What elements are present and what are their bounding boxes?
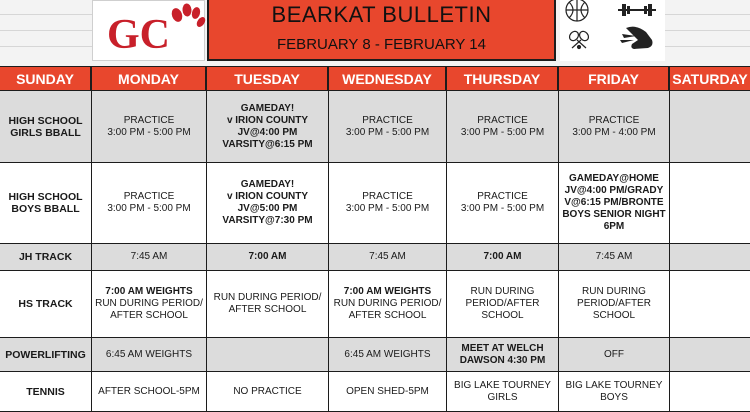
schedule-cell-text: PRACTICE 3:00 PM - 5:00 PM <box>460 114 545 138</box>
schedule-cell <box>329 91 447 163</box>
schedule-cell-text: 7:00 AM <box>483 251 522 262</box>
schedule-cell <box>447 244 559 271</box>
schedule-cell-text: OFF <box>604 348 624 360</box>
schedule-row <box>0 372 750 412</box>
schedule-cell-text: BIG LAKE TOURNEY BOYS <box>565 379 663 403</box>
schedule-cell <box>92 91 207 163</box>
schedule-cell-text: PRACTICE 3:00 PM - 5:00 PM <box>107 191 191 214</box>
schedule-cell-text: PRACTICE 3:00 PM - 5:00 PM <box>345 191 430 214</box>
schedule-cell <box>559 372 670 412</box>
activity-label-text: HS TRACK <box>18 298 73 310</box>
schedule-cell-text: RUN DURING PERIOD/AFTER SCHOOL <box>465 286 540 321</box>
activity-label-text: HIGH SCHOOL BOYS BBALL <box>8 191 83 215</box>
schedule-cell <box>92 271 207 338</box>
schedule-cell <box>92 163 207 244</box>
weekday-header-row <box>0 66 750 91</box>
schedule-cell <box>92 244 207 271</box>
bulletin-title-banner <box>207 0 556 61</box>
schedule-cell-text: RUN DURING PERIOD/AFTER SCHOOL <box>577 286 651 321</box>
schedule-cell <box>447 163 559 244</box>
winged-shoe-icon <box>620 27 653 49</box>
activity-label-text: TENNIS <box>26 385 65 398</box>
schedule-cell-text: GAMEDAY! v IRION COUNTY JV@5:00 PM VARSITY@7:30 PM <box>222 179 313 226</box>
schedule-cell <box>670 163 750 244</box>
schedule-cell <box>559 244 670 271</box>
schedule-cell-text: 7:45 AM <box>130 251 168 262</box>
schedule-row <box>0 338 750 372</box>
schedule-cell <box>207 372 329 412</box>
schedule-cell-text: GAMEDAY@HOME JV@4:00 PM/GRADY V@6:15 PM/BRONTE BOYS SENIOR NIGHT 6PM <box>562 173 666 232</box>
day-header-friday: FRIDAY <box>559 66 670 91</box>
schedule-cell-text: PRACTICE 3:00 PM - 5:00 PM <box>107 114 191 138</box>
schedule-grid <box>0 91 750 412</box>
schedule-cell <box>329 163 447 244</box>
schedule-cell <box>670 372 750 412</box>
schedule-row <box>0 244 750 271</box>
day-header-tuesday: TUESDAY <box>207 66 329 91</box>
schedule-cell <box>670 271 750 338</box>
day-header-sunday: SUNDAY <box>0 66 92 91</box>
schedule-row <box>0 163 750 244</box>
basketball-icon <box>566 0 588 21</box>
gc-paw-logo-icon <box>93 1 206 62</box>
day-header-saturday: SATURDAY <box>670 66 750 91</box>
schedule-cell-text: 7:45 AM <box>369 251 406 262</box>
schedule-cell <box>329 338 447 372</box>
schedule-cell <box>207 271 329 338</box>
schedule-cell <box>207 244 329 271</box>
schedule-cell <box>207 163 329 244</box>
schedule-cell <box>92 372 207 412</box>
schedule-cell-text: 7:45 AM <box>595 251 633 262</box>
activity-label <box>0 338 92 372</box>
schedule-cell-text: PRACTICE 3:00 PM - 5:00 PM <box>345 114 430 138</box>
schedule-cell-text: 7:00 AM <box>248 251 287 262</box>
schedule-cell <box>329 244 447 271</box>
day-header-thursday: THURSDAY <box>447 66 559 91</box>
day-header-monday: MONDAY <box>92 66 207 91</box>
schedule-cell-text: MEET AT WELCH DAWSON 4:30 PM <box>459 342 546 366</box>
school-logo <box>92 0 205 61</box>
schedule-cell-text: RUN DURING PERIOD/ AFTER SCHOOL <box>213 292 322 315</box>
schedule-row <box>0 271 750 338</box>
activity-label-text: HIGH SCHOOL GIRLS BBALL <box>8 114 83 139</box>
schedule-cell <box>447 338 559 372</box>
schedule-cell <box>447 372 559 412</box>
schedule-cell <box>559 271 670 338</box>
schedule-cell <box>447 91 559 163</box>
schedule-cell-text: 7:00 AM WEIGHTS RUN DURING PERIOD/ AFTER SCHOOL <box>95 286 203 321</box>
date-range: FEBRUARY 8 - FEBRUARY 14 <box>277 36 486 53</box>
schedule-cell-text: PRACTICE 3:00 PM - 4:00 PM <box>572 114 656 138</box>
schedule-cell-text: BIG LAKE TOURNEY GIRLS <box>454 379 551 403</box>
activity-label <box>0 271 92 338</box>
schedule-cell <box>670 244 750 271</box>
schedule-cell-text: NO PRACTICE <box>233 385 302 397</box>
schedule-cell <box>670 91 750 163</box>
day-header-wednesday: WEDNESDAY <box>329 66 447 91</box>
schedule-cell <box>559 338 670 372</box>
tennis-rackets-icon <box>568 30 591 49</box>
activity-label <box>0 163 92 244</box>
schedule-cell <box>92 338 207 372</box>
schedule-cell-text: GAMEDAY! v IRION COUNTY JV@4:00 PM VARSITY@6:15 PM <box>222 102 313 150</box>
schedule-cell <box>559 91 670 163</box>
schedule-cell <box>670 338 750 372</box>
schedule-cell-text: PRACTICE 3:00 PM - 5:00 PM <box>460 191 545 214</box>
schedule-cell <box>559 163 670 244</box>
activity-label <box>0 244 92 271</box>
schedule-cell <box>207 338 329 372</box>
activity-label-text: JH TRACK <box>18 251 73 263</box>
schedule-row <box>0 91 750 163</box>
schedule-cell <box>207 91 329 163</box>
schedule-cell <box>329 372 447 412</box>
schedule-cell-text: 6:45 AM WEIGHTS <box>344 348 431 360</box>
schedule-cell <box>447 271 559 338</box>
schedule-cell-text: 7:00 AM WEIGHTS RUN DURING PERIOD/ AFTER SCHOOL <box>333 286 442 321</box>
page-title: BEARKAT BULLETIN <box>271 2 492 27</box>
schedule-cell-text: AFTER SCHOOL-5PM <box>98 385 200 397</box>
barbell-icon <box>618 4 656 16</box>
logo-lettering: GC <box>107 12 170 58</box>
sports-icons <box>560 0 665 61</box>
activity-label <box>0 91 92 163</box>
schedule-cell-text: 6:45 AM WEIGHTS <box>105 348 193 360</box>
activity-label-text: POWERLIFTING <box>5 348 86 361</box>
schedule-cell <box>329 271 447 338</box>
schedule-cell-text: OPEN SHED-5PM <box>346 385 429 397</box>
activity-label <box>0 372 92 412</box>
